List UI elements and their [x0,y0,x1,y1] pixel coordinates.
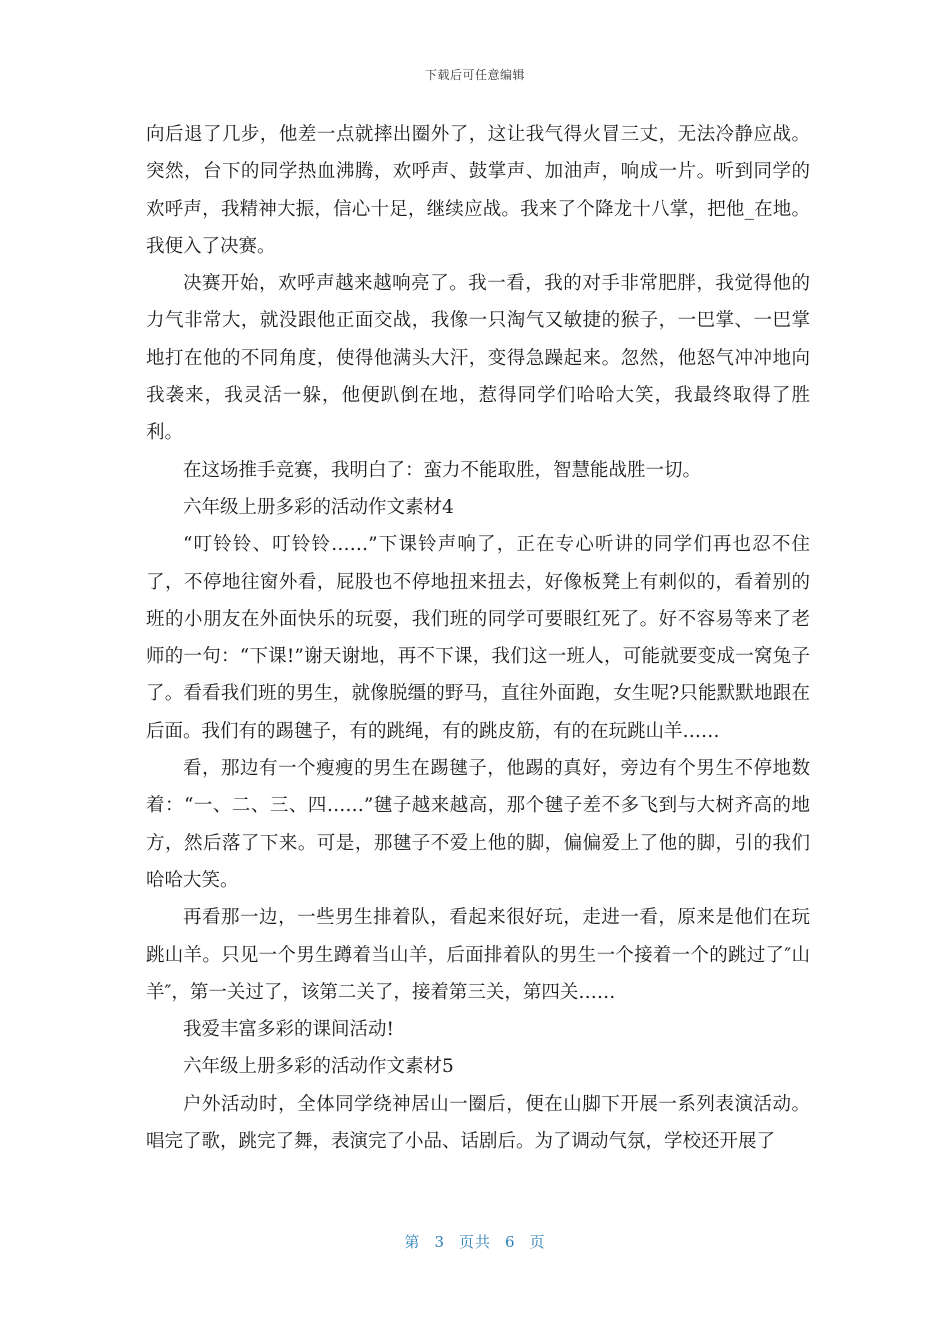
paragraph: 户外活动时，全体同学绕神居山一圈后，便在山脚下开展一系列表演活动。唱完了歌，跳完了舞，表演完了小品、话剧后。为了调动气氛，学校还开展了 [146,1093,810,1153]
document-body [146,116,810,1160]
section-title: 六年级上册多彩的活动作文素材4 [183,496,454,518]
page-label-suffix: 页 [529,1233,546,1251]
paragraph: 向后退了几步，他差一点就摔出圈外了，这让我气得火冒三丈，无法冷静应战。突然，台下的同学热血沸腾，欢呼声、鼓掌声、加油声，响成一片。听到同学的欢呼声，我精神大振，信心十足，继续应战。我来了个降龙十八掌，把他_在地。我便入了决赛。 [146,124,810,257]
paragraph: 我爱丰富多彩的课间活动! [183,1019,394,1041]
total-pages-number: 6 [505,1233,516,1251]
paragraph: 决赛开始，欢呼声越来越响亮了。我一看，我的对手非常肥胖，我觉得他的力气非常大，就没跟他正面交战，我像一只淘气又敏捷的猴子，一巴掌、一巴掌地打在他的不同角度，使得他满头大汗，变得急躁起来。忽然，他怒气冲冲地向我袭来，我灵活一躲，他便趴倒在地，惹得同学们哈哈大笑，我最终取得了胜利。 [146,273,810,444]
page-label-mid: 页共 [458,1233,491,1251]
section-title: 六年级上册多彩的活动作文素材5 [183,1056,454,1078]
page-footer [0,1231,950,1252]
paragraph: 在这场推手竞赛，我明白了：蛮力不能取胜，智慧能战胜一切。 [183,459,702,481]
page-header: 下载后可任意编辑 [424,68,525,82]
current-page-number: 3 [434,1233,445,1251]
paragraph: “叮铃铃、叮铃铃……”下课铃声响了，正在专心听讲的同学们再也忍不住了，不停地往窗外看，屁股也不停地扭来扭去，好像板凳上有刺似的，看着别的班的小朋友在外面快乐的玩耍，我们班的同学可要眼红死了。好不容易等来了老师的一句：“下课!”谢天谢地，再不下课，我们这一班人，可能就要变成一窝兔子了。看看我们班的男生，就像脱缰的野马，直往外面跑，女生呢?只能默默地跟在后面。我们有的踢毽子，有的跳绳，有的跳皮筋，有的在玩跳山羊…… [146,534,810,742]
paragraph: 再看那一边，一些男生排着队，看起来很好玩，走进一看，原来是他们在玩跳山羊。只见一个男生蹲着当山羊，后面排着队的男生一个接着一个的跳过了″山羊″，第一关过了，该第二关了，接着第三关，第四关…… [146,907,810,1003]
paragraph: 看，那边有一个瘦瘦的男生在踢毽子，他踢的真好，旁边有个男生不停地数着：“一、二、三、四……”毽子越来越高，那个毽子差不多飞到与大树齐高的地方，然后落了下来。可是，那毽子不爱上他的脚，偏偏爱上了他的脚，引的我们哈哈大笑。 [146,758,810,891]
page-label-prefix: 第 [404,1233,421,1251]
